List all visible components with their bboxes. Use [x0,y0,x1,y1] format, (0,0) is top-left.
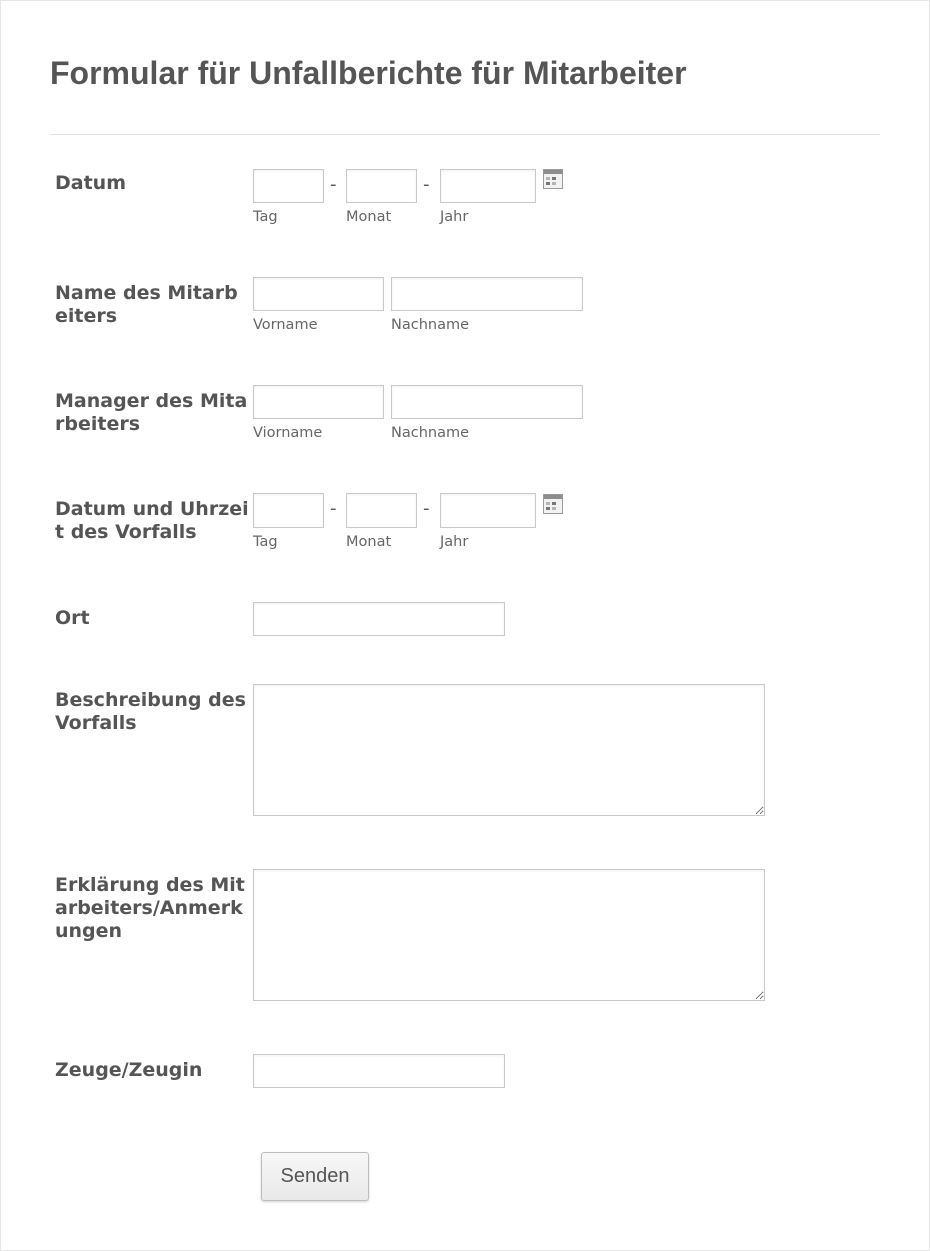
employee-statement-textarea[interactable] [253,869,765,1001]
manager-first-name-input[interactable] [253,385,384,419]
manager-last-name-sublabel: Nachname [391,425,470,441]
manager-first-name-sublabel: Viorname [253,425,323,441]
date-month-sublabel: Monat [346,209,392,225]
date-label: Datum [55,172,126,194]
incident-month-sublabel: Monat [346,534,392,550]
incident-year-input[interactable] [440,493,536,528]
page-title: Formular für Unfallberichte für Mitarbeiter [50,55,687,91]
date-day-input[interactable] [253,169,324,203]
date-month-input[interactable] [346,169,417,203]
incident-month-input[interactable] [346,493,417,528]
employee-name-label: Name des Mitarbeiters [55,282,238,327]
date-separator: - [423,498,430,519]
witness-input[interactable] [253,1054,505,1088]
date-year-input[interactable] [440,169,536,203]
employee-last-name-sublabel: Nachname [391,317,470,333]
incident-year-sublabel: Jahr [440,534,469,550]
calendar-icon[interactable] [543,169,563,189]
date-separator: - [330,174,337,195]
date-day-sublabel: Tag [253,209,278,225]
incident-day-input[interactable] [253,493,324,528]
location-label: Ort [55,607,90,629]
manager-last-name-input[interactable] [391,385,583,419]
incident-description-label: Beschreibung des Vorfalls [55,689,246,734]
submit-button[interactable]: Senden [261,1152,369,1201]
employee-first-name-input[interactable] [253,277,384,311]
incident-day-sublabel: Tag [253,534,278,550]
date-separator: - [423,174,430,195]
employee-first-name-sublabel: Vorname [253,317,318,333]
employee-last-name-input[interactable] [391,277,583,311]
manager-name-label: Manager des Mitarbeiters [55,390,248,435]
location-input[interactable] [253,602,505,636]
date-separator: - [330,498,337,519]
date-year-sublabel: Jahr [440,209,469,225]
witness-label: Zeuge/Zeugin [55,1059,203,1081]
calendar-icon[interactable] [543,494,563,514]
incident-description-textarea[interactable] [253,684,765,816]
incident-datetime-label: Datum und Uhrzeit des Vorfalls [55,498,249,543]
title-divider [50,134,880,135]
employee-statement-label: Erklärung des Mitarbeiters/Anmerkungen [55,874,245,942]
